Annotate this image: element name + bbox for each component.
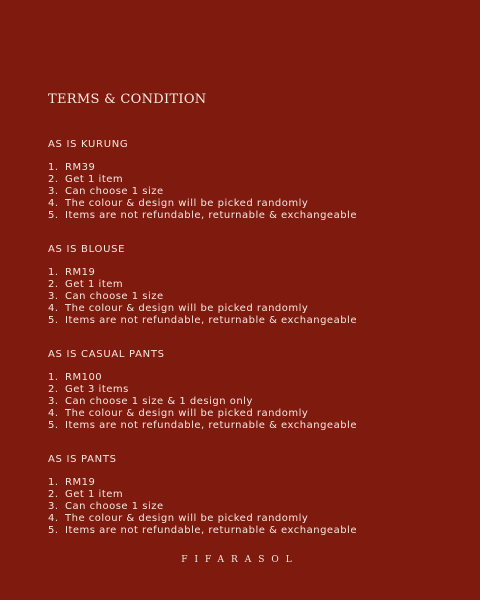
list-item xyxy=(48,303,468,315)
item-text: Can choose 1 size xyxy=(65,291,164,302)
terms-list xyxy=(48,267,468,327)
item-number: 5. xyxy=(48,210,59,221)
section-heading: AS IS CASUAL PANTS xyxy=(48,349,165,360)
list-item xyxy=(48,267,468,279)
item-text: The colour & design will be picked randomly xyxy=(65,513,309,524)
page-title: TERMS & CONDITION xyxy=(48,92,207,107)
list-item xyxy=(48,198,468,210)
item-text: Items are not refundable, returnable & exchangeable xyxy=(65,210,357,221)
terms-list xyxy=(48,162,468,222)
list-item xyxy=(48,372,468,384)
item-number: 1. xyxy=(48,162,59,173)
item-number: 3. xyxy=(48,186,59,197)
section-pants xyxy=(48,454,468,537)
item-text: Get 1 item xyxy=(65,279,124,290)
list-item xyxy=(48,291,468,303)
item-text: Get 3 items xyxy=(65,384,129,395)
list-item xyxy=(48,396,468,408)
list-item xyxy=(48,186,468,198)
item-text: The colour & design will be picked randomly xyxy=(65,408,309,419)
sections-container xyxy=(48,139,468,537)
item-text: RM19 xyxy=(65,477,96,488)
list-item xyxy=(48,384,468,396)
terms-list xyxy=(48,477,468,537)
item-number: 1. xyxy=(48,372,59,383)
section-kurung xyxy=(48,139,468,222)
item-text: Can choose 1 size & 1 design only xyxy=(65,396,253,407)
item-number: 3. xyxy=(48,396,59,407)
item-text: Items are not refundable, returnable & exchangeable xyxy=(65,525,357,536)
brand-footer: FIFARASOL xyxy=(181,555,299,565)
item-number: 1. xyxy=(48,267,59,278)
list-item xyxy=(48,174,468,186)
item-number: 4. xyxy=(48,513,59,524)
item-number: 2. xyxy=(48,384,59,395)
item-number: 4. xyxy=(48,408,59,419)
item-text: Get 1 item xyxy=(65,489,124,500)
item-text: RM100 xyxy=(65,372,103,383)
item-text: Can choose 1 size xyxy=(65,501,164,512)
list-item xyxy=(48,489,468,501)
item-text: Can choose 1 size xyxy=(65,186,164,197)
list-item xyxy=(48,408,468,420)
section-heading: AS IS KURUNG xyxy=(48,139,129,150)
terms-list xyxy=(48,372,468,432)
item-number: 2. xyxy=(48,279,59,290)
item-number: 5. xyxy=(48,525,59,536)
item-text: Get 1 item xyxy=(65,174,124,185)
list-item xyxy=(48,315,468,327)
section-heading: AS IS PANTS xyxy=(48,454,117,465)
item-text: The colour & design will be picked randomly xyxy=(65,198,309,209)
list-item xyxy=(48,162,468,174)
item-number: 1. xyxy=(48,477,59,488)
list-item xyxy=(48,279,468,291)
item-text: The colour & design will be picked randomly xyxy=(65,303,309,314)
item-text: Items are not refundable, returnable & exchangeable xyxy=(65,315,357,326)
item-text: Items are not refundable, returnable & exchangeable xyxy=(65,420,357,431)
list-item xyxy=(48,513,468,525)
item-number: 3. xyxy=(48,501,59,512)
item-number: 5. xyxy=(48,315,59,326)
item-text: RM19 xyxy=(65,267,96,278)
item-number: 2. xyxy=(48,174,59,185)
list-item xyxy=(48,210,468,222)
section-blouse xyxy=(48,244,468,327)
list-item xyxy=(48,525,468,537)
section-casual-pants xyxy=(48,349,468,432)
item-number: 3. xyxy=(48,291,59,302)
item-number: 2. xyxy=(48,489,59,500)
list-item xyxy=(48,477,468,489)
section-heading: AS IS BLOUSE xyxy=(48,244,126,255)
list-item xyxy=(48,420,468,432)
item-number: 4. xyxy=(48,198,59,209)
item-number: 5. xyxy=(48,420,59,431)
item-number: 4. xyxy=(48,303,59,314)
item-text: RM39 xyxy=(65,162,96,173)
list-item xyxy=(48,501,468,513)
